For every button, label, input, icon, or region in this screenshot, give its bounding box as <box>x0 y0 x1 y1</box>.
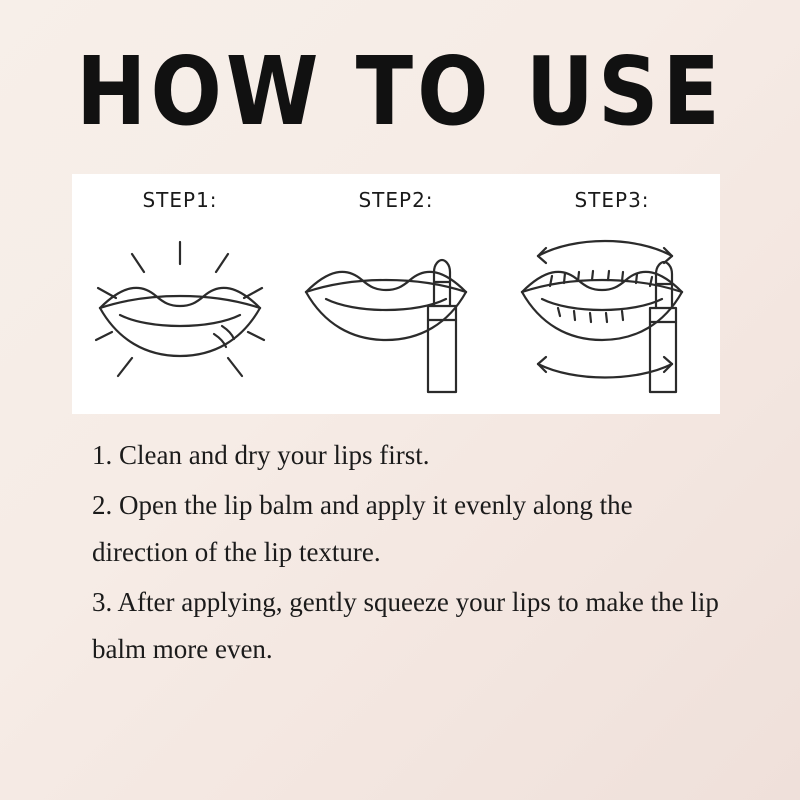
instruction-line-1: 1. Clean and dry your lips first. <box>92 440 430 470</box>
instruction-line-3: 3. After applying, gently squeeze your lips to make the lip balm more even. <box>92 587 719 664</box>
steps-row <box>72 174 720 414</box>
lips-press-arrows-icon <box>504 216 720 406</box>
instruction-line-2: 2. Open the lip balm and apply it evenly along the direction of the lip texture. <box>92 490 633 567</box>
lips-balm-apply-icon <box>288 216 504 406</box>
step-item-2 <box>288 174 504 414</box>
lips-shine-icon <box>72 216 288 406</box>
step-item-1 <box>72 174 288 414</box>
step-2-label: STEP2: <box>358 188 434 212</box>
step-item-3 <box>504 174 720 414</box>
step-1-label: STEP1: <box>142 188 218 212</box>
page-title: HOW TO USE <box>76 36 724 147</box>
instructions-list <box>92 432 732 676</box>
step-3-label: STEP3: <box>574 188 650 212</box>
steps-panel <box>72 174 720 414</box>
